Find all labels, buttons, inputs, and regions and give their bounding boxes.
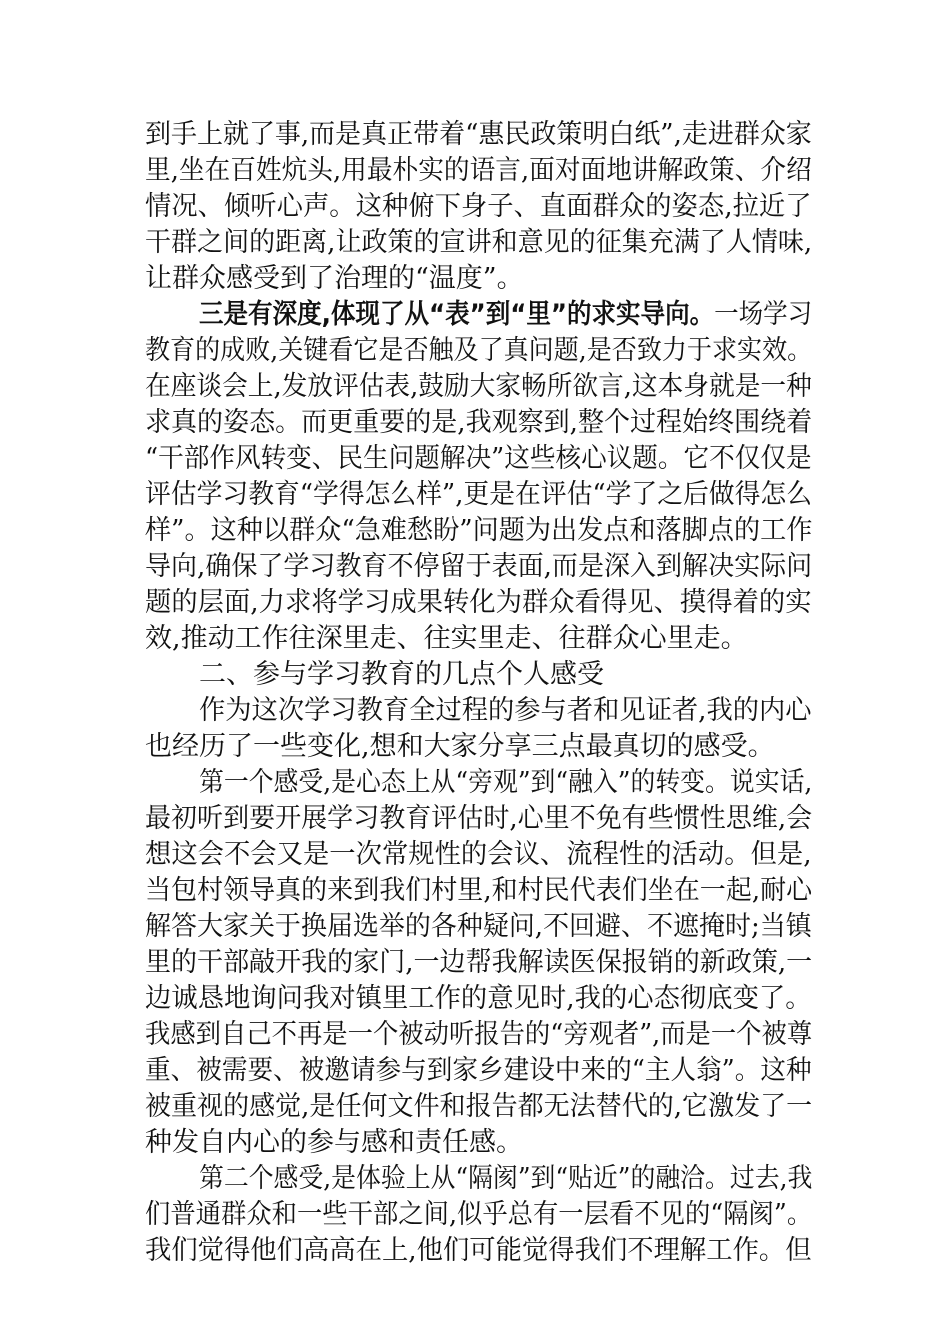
text-line: 里的干部敲开我的家门,一边帮我解读医保报销的新政策,一 [145, 947, 813, 978]
text-line: 情况、倾听心声。这种俯下身子、直面群众的姿态,拉近了 [145, 191, 812, 222]
section-heading-line [199, 297, 812, 333]
text-line: 我们觉得他们高高在上,他们可能觉得我们不理解工作。但 [145, 1235, 812, 1266]
text-line: 也经历了一些变化,想和大家分享三点最真切的感受。 [145, 731, 775, 762]
text-line: 教育的成败,关键看它是否触及了真问题,是否致力于求实效。 [145, 335, 813, 366]
text-line: 求真的姿态。而更重要的是,我观察到,整个过程始终围绕着 [145, 407, 813, 438]
text-line: 第二个感受,是体验上从“隔阂”到“贴近”的融洽。过去,我 [199, 1163, 813, 1194]
text-line: 题的层面,力求将学习成果转化为群众看得见、摸得着的实 [145, 587, 812, 618]
text-line: “干部作风转变、民生问题解决”这些核心议题。它不仅仅是 [145, 443, 812, 474]
text-line: 到手上就了事,而是真正带着“惠民政策明白纸”,走进群众家 [145, 119, 812, 150]
text-line: 解答大家关于换届选举的各种疑问,不回避、不遮掩时;当镇 [145, 911, 812, 942]
text-line: 最初听到要开展学习教育评估时,心里不免有些惯性思维,会 [145, 803, 813, 834]
heading-continuation: 一场学习 [714, 299, 813, 330]
text-line: 评估学习教育“学得怎么样”,更是在评估“学了之后做得怎么 [145, 479, 813, 510]
text-line: 导向,确保了学习教育不停留于表面,而是深入到解决实际问 [145, 551, 813, 582]
text-line: 效,推动工作往深里走、往实里走、往群众心里走。 [145, 623, 748, 654]
text-line: 让群众感受到了治理的“温度”。 [145, 263, 524, 294]
text-line: 干群之间的距离,让政策的宣讲和意见的征集充满了人情味, [145, 227, 813, 258]
text-line: 种发自内心的参与感和责任感。 [145, 1127, 523, 1158]
text-line: 们普通群众和一些干部之间,似乎总有一层看不见的“隔阂”。 [145, 1199, 813, 1230]
text-line: 想这会不会又是一次常规性的会议、流程性的活动。但是, [145, 839, 812, 870]
text-line: 样”。这种以群众“急难愁盼”问题为出发点和落脚点的工作 [145, 515, 813, 546]
text-line: 重、被需要、被邀请参与到家乡建设中来的“主人翁”。这种 [145, 1055, 812, 1086]
text-line: 在座谈会上,发放评估表,鼓励大家畅所欲言,这本身就是一种 [145, 371, 812, 402]
section-title: 二、参与学习教育的几点个人感受 [199, 659, 604, 690]
text-line: 边诚恳地询问我对镇里工作的意见时,我的心态彻底变了。 [145, 983, 812, 1014]
text-line: 作为这次学习教育全过程的参与者和见证者,我的内心 [199, 695, 812, 726]
text-line: 当包村领导真的来到我们村里,和村民代表们坐在一起,耐心 [145, 875, 813, 906]
text-line: 我感到自己不再是一个被动听报告的“旁观者”,而是一个被尊 [145, 1019, 813, 1050]
bold-heading: 三是有深度,体现了从“表”到“里”的求实导向。 [199, 299, 715, 330]
text-line: 第一个感受,是心态上从“旁观”到“融入”的转变。说实话, [199, 767, 813, 798]
text-line: 里,坐在百姓炕头,用最朴实的语言,面对面地讲解政策、介绍 [145, 155, 812, 186]
text-line: 被重视的感觉,是任何文件和报告都无法替代的,它激发了一 [145, 1091, 813, 1122]
